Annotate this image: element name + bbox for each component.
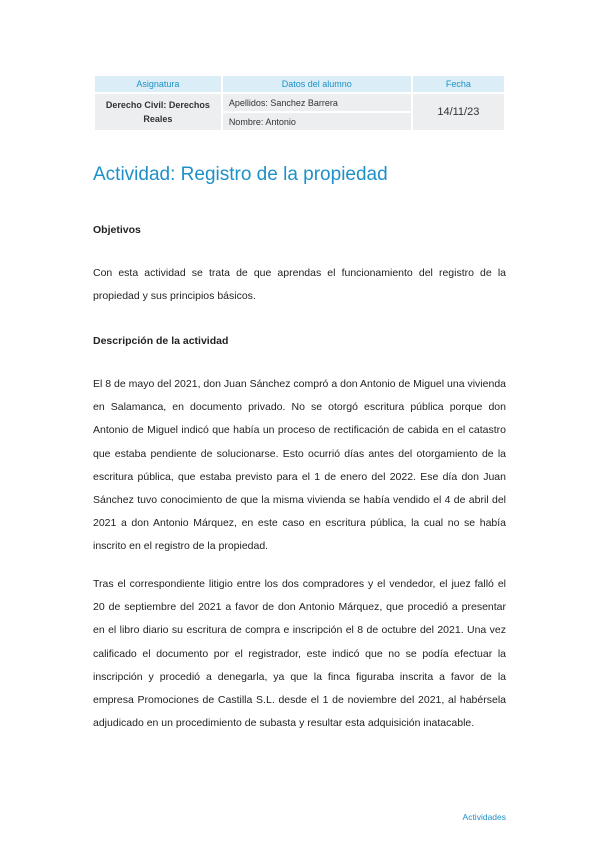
page-title: Actividad: Registro de la propiedad — [93, 164, 388, 185]
date-value: 14/11/23 — [413, 94, 504, 130]
subject-value: Derecho Civil: Derechos Reales — [95, 94, 221, 130]
header-col-student: Datos del alumno — [223, 76, 411, 92]
header-table — [93, 74, 506, 132]
description-paragraph-1: El 8 de mayo del 2021, don Juan Sánchez compró a don Antonio de Miguel una vivienda en Salamanca, en documento privado. No se otorgó escritura pública porque don Antonio de Miguel indicó que había un proceso de rectificación de cabida en el catastro que estaba pendiente de solucionarse. Esto ocurrió días antes del otorgamiento de la escritura pública, que estaba previsto para el 1 de enero del 2022. Ese día don Juan Sánchez tuvo conocimiento de que la misma vivienda se había vendido el 4 de abril del 2021 a don Antonio Márquez, en este caso en escritura pública, la cual no se había inscrito en el registro de la propiedad. — [93, 378, 506, 553]
description-heading: Descripción de la actividad — [93, 335, 229, 347]
objectives-heading: Objetivos — [93, 224, 141, 236]
header-col-subject: Asignatura — [95, 76, 221, 92]
header-col-date: Fecha — [413, 76, 504, 92]
objectives-text: Con esta actividad se trata de que aprendas el funcionamiento del registro de la propiedad y sus principios básicos. — [93, 267, 506, 303]
student-surname: Apellidos: Sanchez Barrera — [223, 94, 411, 111]
student-name: Nombre: Antonio — [223, 113, 411, 130]
footer-label: Actividades — [462, 812, 506, 822]
description-paragraph-2: Tras el correspondiente litigio entre los dos compradores y el vendedor, el juez falló el 20 de septiembre del 2021 a favor de don Antonio Márquez, que procedió a presentar en el libro diario su escritura de compra e inscripción el 8 de octubre del 2021. Una vez calificado el documento por el registrador, este indicó que no se podía efectuar la inscripción y procedió a denegarla, ya que la finca figuraba inscrita a favor de la empresa Promociones de Castilla S.L. desde el 1 de noviembre del 2021, al habérsela adjudicado en un procedimiento de subasta y resultar esta adquisición inatacable. — [93, 578, 506, 730]
